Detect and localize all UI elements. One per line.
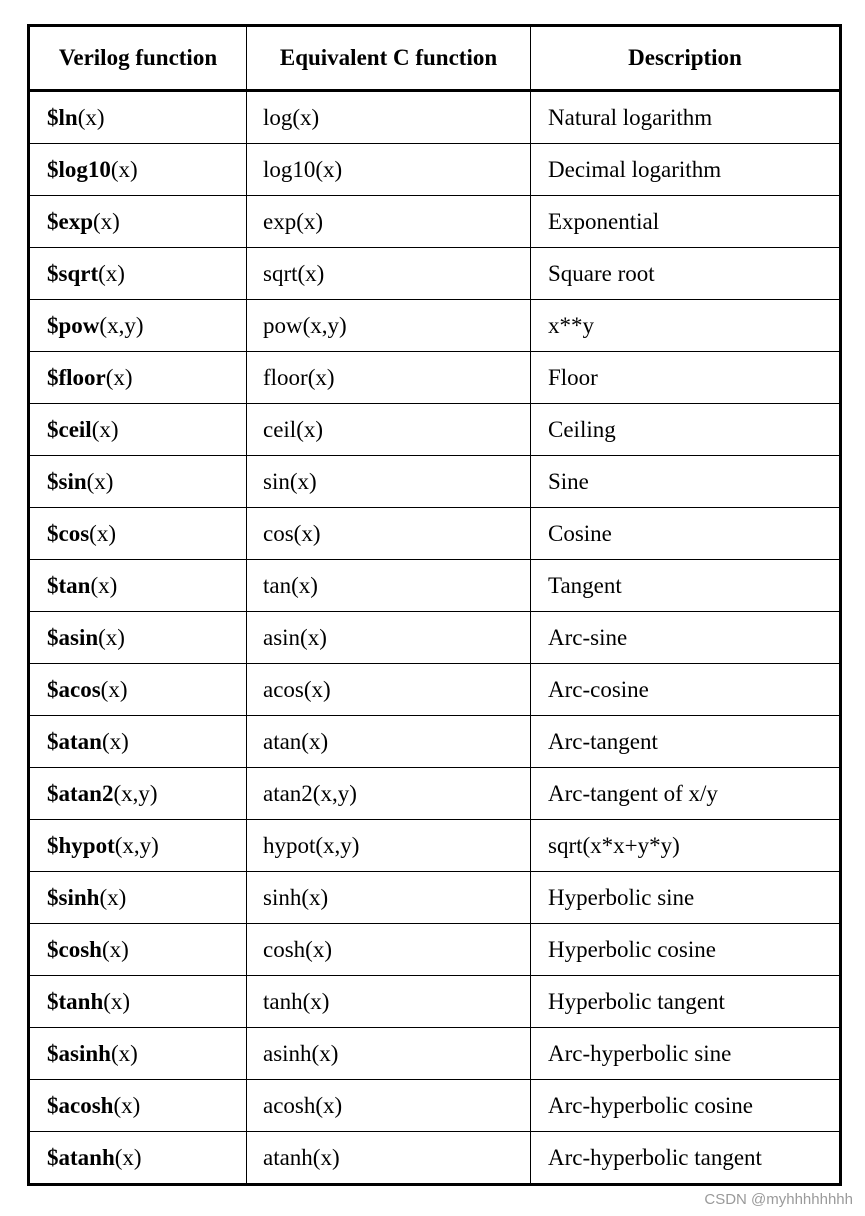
- description-cell: Arc-hyperbolic sine: [531, 1028, 841, 1080]
- table-row: [29, 144, 841, 196]
- verilog-function-name: $ceil: [47, 416, 92, 442]
- verilog-function-args: (x): [101, 936, 129, 962]
- c-function-cell: exp(x): [247, 196, 531, 248]
- verilog-function-name: $acos: [47, 676, 101, 702]
- verilog-function-args: (x): [103, 988, 131, 1014]
- description-cell: Floor: [531, 352, 841, 404]
- verilog-function-args: (x): [90, 572, 118, 598]
- table-row: [29, 91, 841, 144]
- verilog-function-args: (x,y): [113, 780, 158, 806]
- description-cell: Hyperbolic tangent: [531, 976, 841, 1028]
- verilog-function-cell: [29, 820, 247, 872]
- verilog-function-name: $sinh: [47, 884, 100, 910]
- verilog-function-name: $atan2: [47, 780, 114, 806]
- c-function-cell: asin(x): [247, 612, 531, 664]
- verilog-function-args: (x): [114, 1144, 142, 1170]
- verilog-function-args: (x): [110, 1040, 138, 1066]
- verilog-function-name: $sin: [47, 468, 87, 494]
- description-cell: x**y: [531, 300, 841, 352]
- verilog-function-name: $cosh: [47, 936, 102, 962]
- c-function-cell: asinh(x): [247, 1028, 531, 1080]
- verilog-function-cell: [29, 1132, 247, 1185]
- c-function-cell: log10(x): [247, 144, 531, 196]
- verilog-function-cell: [29, 664, 247, 716]
- verilog-function-name: $asinh: [47, 1040, 111, 1066]
- verilog-function-cell: [29, 1028, 247, 1080]
- table-row: [29, 716, 841, 768]
- verilog-function-name: $cos: [47, 520, 90, 546]
- verilog-function-cell: [29, 508, 247, 560]
- c-function-cell: tanh(x): [247, 976, 531, 1028]
- header-equivalent-c-function: Equivalent C function: [247, 26, 531, 91]
- verilog-function-name: $hypot: [47, 832, 115, 858]
- description-cell: sqrt(x*x+y*y): [531, 820, 841, 872]
- verilog-function-name: $pow: [47, 312, 100, 338]
- verilog-function-cell: [29, 976, 247, 1028]
- c-function-cell: atan2(x,y): [247, 768, 531, 820]
- c-function-cell: cos(x): [247, 508, 531, 560]
- table-row: [29, 300, 841, 352]
- c-function-cell: ceil(x): [247, 404, 531, 456]
- c-function-cell: hypot(x,y): [247, 820, 531, 872]
- verilog-function-args: (x): [105, 364, 133, 390]
- table-row: [29, 872, 841, 924]
- c-function-cell: pow(x,y): [247, 300, 531, 352]
- verilog-function-name: $ln: [47, 104, 78, 130]
- c-function-cell: sinh(x): [247, 872, 531, 924]
- function-table-container: [27, 24, 839, 1186]
- description-cell: Sine: [531, 456, 841, 508]
- verilog-function-name: $tanh: [47, 988, 104, 1014]
- description-cell: Arc-hyperbolic tangent: [531, 1132, 841, 1185]
- description-cell: Hyperbolic sine: [531, 872, 841, 924]
- verilog-function-cell: [29, 144, 247, 196]
- verilog-function-name: $exp: [47, 208, 93, 234]
- verilog-function-args: (x): [98, 624, 125, 650]
- verilog-function-cell: [29, 196, 247, 248]
- verilog-function-args: (x): [86, 468, 114, 494]
- c-function-cell: acos(x): [247, 664, 531, 716]
- description-cell: Square root: [531, 248, 841, 300]
- description-cell: Hyperbolic cosine: [531, 924, 841, 976]
- verilog-function-name: $atanh: [47, 1144, 115, 1170]
- verilog-function-args: (x): [98, 260, 125, 286]
- verilog-function-args: (x): [89, 520, 116, 546]
- c-function-cell: acosh(x): [247, 1080, 531, 1132]
- table-body: [29, 91, 841, 1185]
- verilog-function-args: (x,y): [99, 312, 144, 338]
- verilog-function-cell: [29, 456, 247, 508]
- verilog-function-cell: [29, 560, 247, 612]
- table-row: [29, 196, 841, 248]
- table-row: [29, 924, 841, 976]
- verilog-function-name: $atan: [47, 728, 102, 754]
- table-row: [29, 404, 841, 456]
- table-row: [29, 352, 841, 404]
- verilog-function-cell: [29, 768, 247, 820]
- description-cell: Arc-cosine: [531, 664, 841, 716]
- c-function-cell: sqrt(x): [247, 248, 531, 300]
- verilog-function-args: (x): [101, 728, 129, 754]
- c-function-cell: sin(x): [247, 456, 531, 508]
- header-description: Description: [531, 26, 841, 91]
- c-function-cell: log(x): [247, 91, 531, 144]
- verilog-function-cell: [29, 300, 247, 352]
- table-row: [29, 1080, 841, 1132]
- c-function-cell: tan(x): [247, 560, 531, 612]
- table-row: [29, 768, 841, 820]
- table-row: [29, 664, 841, 716]
- verilog-function-cell: [29, 248, 247, 300]
- table-row: [29, 560, 841, 612]
- verilog-function-args: (x): [113, 1092, 141, 1118]
- verilog-function-name: $floor: [47, 364, 106, 390]
- description-cell: Arc-tangent: [531, 716, 841, 768]
- verilog-function-cell: [29, 91, 247, 144]
- table-row: [29, 1028, 841, 1080]
- c-function-cell: atanh(x): [247, 1132, 531, 1185]
- verilog-function-args: (x): [77, 104, 105, 130]
- verilog-function-cell: [29, 924, 247, 976]
- verilog-function-args: (x): [91, 416, 119, 442]
- verilog-function-cell: [29, 716, 247, 768]
- description-cell: Exponential: [531, 196, 841, 248]
- description-cell: Natural logarithm: [531, 91, 841, 144]
- verilog-function-args: (x): [93, 208, 120, 234]
- description-cell: Arc-tangent of x/y: [531, 768, 841, 820]
- verilog-math-functions-table: [27, 24, 842, 1186]
- c-function-cell: atan(x): [247, 716, 531, 768]
- verilog-function-cell: [29, 352, 247, 404]
- verilog-function-name: $tan: [47, 572, 91, 598]
- description-cell: Arc-hyperbolic cosine: [531, 1080, 841, 1132]
- verilog-function-cell: [29, 1080, 247, 1132]
- verilog-function-name: $sqrt: [47, 260, 99, 286]
- table-row: [29, 612, 841, 664]
- verilog-function-cell: [29, 404, 247, 456]
- verilog-function-name: $log10: [47, 156, 111, 182]
- watermark: CSDN @myhhhhhhhh: [704, 1191, 853, 1208]
- description-cell: Decimal logarithm: [531, 144, 841, 196]
- verilog-function-args: (x): [110, 156, 138, 182]
- table-row: [29, 248, 841, 300]
- table-row: [29, 508, 841, 560]
- table-row: [29, 456, 841, 508]
- description-cell: Arc-sine: [531, 612, 841, 664]
- description-cell: Ceiling: [531, 404, 841, 456]
- verilog-function-name: $asin: [47, 624, 99, 650]
- description-cell: Cosine: [531, 508, 841, 560]
- c-function-cell: cosh(x): [247, 924, 531, 976]
- table-row: [29, 820, 841, 872]
- table-header-row: [29, 26, 841, 91]
- verilog-function-cell: [29, 612, 247, 664]
- verilog-function-args: (x): [99, 884, 127, 910]
- verilog-function-name: $acosh: [47, 1092, 114, 1118]
- c-function-cell: floor(x): [247, 352, 531, 404]
- verilog-function-args: (x,y): [114, 832, 159, 858]
- table-row: [29, 1132, 841, 1185]
- verilog-function-args: (x): [100, 676, 128, 702]
- header-verilog-function: Verilog function: [29, 26, 247, 91]
- verilog-function-cell: [29, 872, 247, 924]
- description-cell: Tangent: [531, 560, 841, 612]
- table-row: [29, 976, 841, 1028]
